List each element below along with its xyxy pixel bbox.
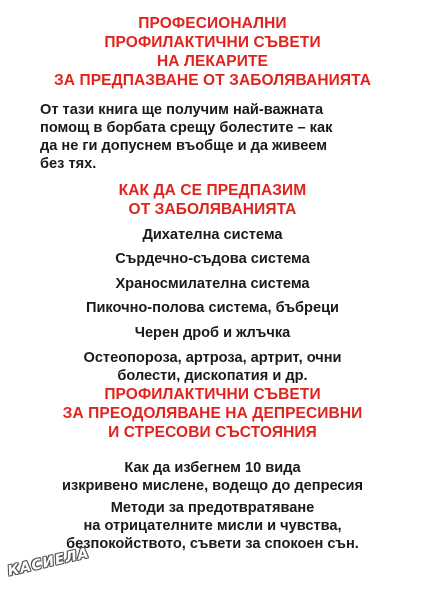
depression-heading-line: ПРОФИЛАКТИЧНИ СЪВЕТИ: [104, 386, 321, 403]
intro-line: без тях.: [40, 156, 97, 172]
list-item: [20, 226, 405, 250]
prevention-heading: [20, 181, 405, 219]
main-heading-line: НА ЛЕКАРИТЕ: [157, 53, 268, 70]
list-item: [20, 250, 405, 275]
intro-line: да не ги допуснем въобще и да живеем: [40, 138, 328, 154]
intro-line: От тази книга ще получим най-важната: [40, 102, 324, 118]
paragraph-line: Как да избегнем 10 вида: [124, 460, 301, 476]
paragraph-line: Методи за предотвратяване: [110, 500, 315, 516]
depression-heading-line: И СТРЕСОВИ СЪСТОЯНИЯ: [108, 424, 317, 441]
watermark-logo: [6, 545, 91, 592]
list-item-text: Храносмилателна система: [115, 276, 310, 292]
methods-paragraph: [20, 499, 405, 553]
main-heading-line: ЗА ПРЕДПАЗВАНЕ ОТ ЗАБОЛЯВАНИЯТА: [53, 72, 371, 89]
intro-line: помощ в борбата срещу болестите – как: [40, 120, 333, 136]
main-heading-line: ПРОФЕСИОНАЛНИ: [138, 15, 287, 32]
list-item-text: болести, дископатия и др.: [117, 368, 308, 384]
list-item-text: Пикочно-полова система, бъбреци: [85, 300, 340, 316]
list-item-text: Дихателна система: [142, 227, 283, 243]
body-systems-list: [20, 226, 405, 385]
distorted-thinking-paragraph: [20, 459, 405, 495]
main-heading: [20, 14, 405, 90]
list-item-text: Сърдечно-съдова система: [115, 251, 310, 267]
depression-heading: [20, 385, 405, 442]
list-item: [20, 349, 405, 385]
list-item-text: Остеопороза, артроза, артрит, очни: [83, 350, 342, 366]
watermark-text: КАСИЕЛА: [6, 545, 91, 580]
main-heading-line: ПРОФИЛАКТИЧНИ СЪВЕТИ: [104, 34, 321, 51]
paragraph-line: на отрицателните мисли и чувства,: [83, 518, 342, 534]
prevention-heading-line: ОТ ЗАБОЛЯВАНИЯТА: [128, 201, 297, 218]
paragraph-line: безпокойството, съвети за спокоен сън.: [66, 536, 359, 552]
list-item: [20, 275, 405, 299]
paragraph-line: изкривено мислене, водещо до депресия: [61, 478, 364, 494]
prevention-heading-line: КАК ДА СЕ ПРЕДПАЗИМ: [118, 182, 307, 199]
list-item-text: Черен дроб и жлъчка: [134, 325, 291, 341]
depression-heading-line: ЗА ПРЕОДОЛЯВАНЕ НА ДЕПРЕСИВНИ: [62, 405, 363, 422]
list-item: [20, 299, 405, 324]
list-item: [20, 324, 405, 349]
intro-paragraph: [40, 101, 400, 173]
